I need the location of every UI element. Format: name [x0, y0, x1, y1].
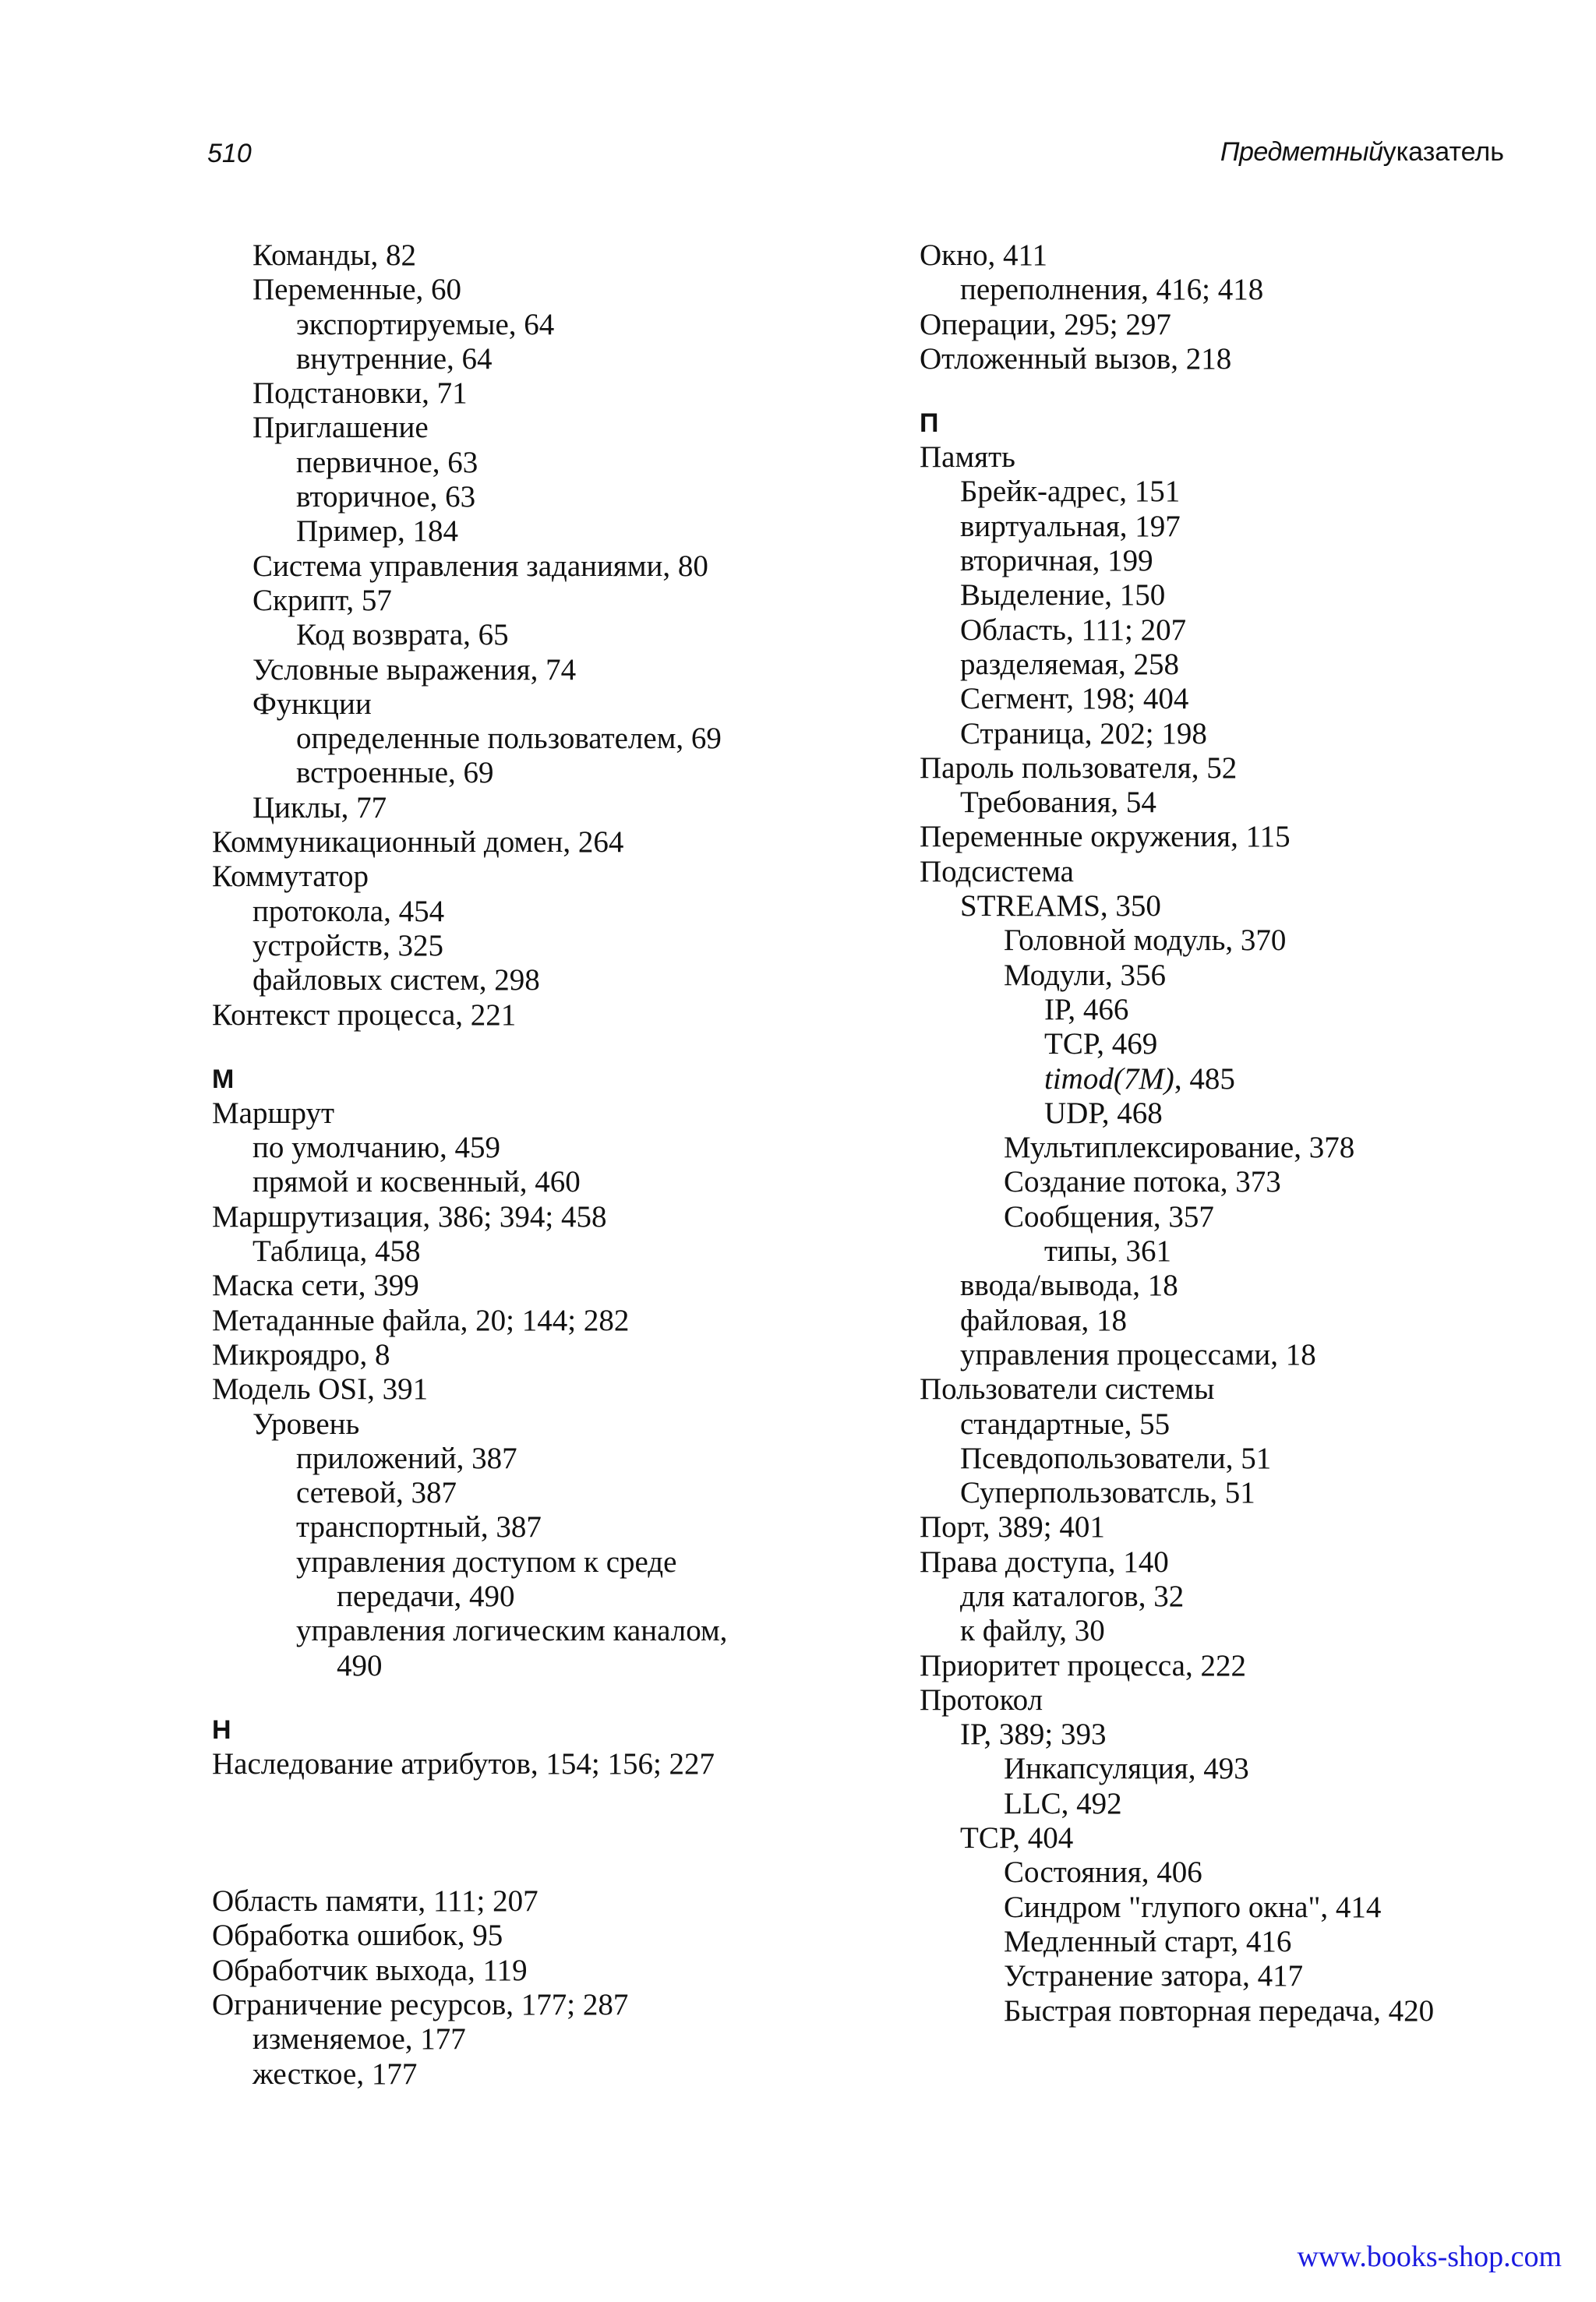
index-entry: IP, 466	[1044, 992, 1129, 1026]
index-entry: управления доступом к среде	[296, 1545, 677, 1579]
index-entry: управления логическим каналом,	[296, 1614, 728, 1648]
index-entry: по умолчанию, 459	[252, 1131, 501, 1165]
index-entry: Код возврата, 65	[296, 618, 509, 652]
index-entry: экспортируемые, 64	[296, 307, 555, 341]
index-entry: Сообщения, 357	[1004, 1199, 1214, 1234]
index-entry: Требования, 54	[960, 786, 1156, 820]
index-entry: Коммуникационный домен, 264	[212, 825, 624, 860]
index-entry: виртуальная, 197	[960, 509, 1181, 543]
index-entry: Головной модуль, 370	[1004, 923, 1287, 958]
index-entry: протокола, 454	[252, 894, 445, 928]
index-entry: Метаданные файла, 20; 144; 282	[212, 1303, 630, 1337]
index-entry: вторичное, 63	[296, 480, 476, 514]
index-entry: LLC, 492	[1004, 1786, 1122, 1820]
index-entry: IP, 389; 393	[960, 1718, 1107, 1752]
index-entry: Приглашение	[252, 411, 429, 445]
index-entry: встроенные, 69	[296, 756, 494, 790]
index-entry: устройств, 325	[252, 928, 443, 962]
section-letter: М	[212, 1064, 235, 1094]
index-entry: ввода/вывода, 18	[960, 1269, 1178, 1303]
index-entry: STREAMS, 350	[960, 889, 1161, 923]
index-entry: Операции, 295; 297	[920, 307, 1171, 341]
index-entry: TCP, 469	[1044, 1027, 1158, 1061]
section-letter: П	[920, 408, 939, 439]
index-entry: Подсистема	[920, 854, 1074, 888]
index-entry: файловых систем, 298	[252, 963, 540, 997]
section-letter: Н	[212, 1714, 231, 1745]
index-entry: Окно, 411	[920, 238, 1048, 272]
index-entry: Наследование атрибутов, 154; 156; 227	[212, 1746, 715, 1781]
index-entry: Область, 111; 207	[960, 613, 1187, 647]
index-entry: Ограничение ресурсов, 177; 287	[212, 1988, 629, 2022]
index-entry: Инкапсуляция, 493	[1004, 1752, 1249, 1786]
index-entry: Протокол	[920, 1682, 1043, 1717]
index-column-left	[212, 238, 804, 2092]
index-entry: Приоритет процесса, 222	[920, 1648, 1246, 1682]
page-number: 510	[207, 139, 252, 168]
index-entry: Команды, 82	[252, 238, 416, 272]
index-entry: вторичная, 199	[960, 544, 1153, 578]
index-entry: сетевой, 387	[296, 1476, 457, 1510]
index-entry: файловая, 18	[960, 1303, 1128, 1337]
index-column-right	[920, 238, 1527, 2028]
index-entry: Пароль пользователя, 52	[920, 750, 1238, 785]
index-entry: типы, 361	[1044, 1234, 1171, 1269]
running-header	[1220, 137, 1504, 168]
index-entry: первичное, 63	[296, 445, 478, 479]
index-entry: Скрипт, 57	[252, 583, 392, 617]
index-entry: Микроядро, 8	[212, 1337, 390, 1372]
index-entry: Сегмент, 198; 404	[960, 682, 1189, 716]
index-entry: Пример, 184	[296, 514, 459, 549]
index-entry: Права доступа, 140	[920, 1545, 1169, 1579]
index-entry: Маршрутизация, 386; 394; 458	[212, 1199, 607, 1234]
index-entry: изменяемое, 177	[252, 2022, 466, 2057]
index-entry: Система управления заданиями, 80	[252, 549, 708, 583]
index-entry: определенные пользователем, 69	[296, 722, 722, 756]
index-entry: UDP, 468	[1044, 1096, 1163, 1130]
index-entry: переполнения, 416; 418	[960, 273, 1264, 307]
index-entry: Синдром "глупого окна", 414	[1004, 1890, 1382, 1924]
index-entry: 490	[337, 1648, 383, 1682]
index-entry-pages: , 485	[1174, 1061, 1235, 1096]
index-entry: Устранение затора, 417	[1004, 1959, 1304, 1993]
footer-link[interactable]: www.books-shop.com	[1297, 2240, 1562, 2273]
index-entry: Условные выражения, 74	[252, 652, 577, 687]
index-entry: Брейк-адрес, 151	[960, 475, 1181, 509]
index-entry: Область памяти, 111; 207	[212, 1884, 538, 1919]
index-entry: транспортный, 387	[296, 1510, 542, 1545]
index-entry: передачи, 490	[337, 1579, 515, 1613]
index-entry: к файлу, 30	[960, 1614, 1105, 1648]
index-entry: Коммутатор	[212, 860, 369, 894]
running-header-part2: указатель	[1382, 137, 1504, 167]
index-entry-term: timod(7M)	[1044, 1061, 1174, 1096]
index-entry: Выделение, 150	[960, 578, 1166, 613]
index-entry: Память	[920, 440, 1015, 475]
index-entry: Таблица, 458	[252, 1234, 421, 1269]
index-entry: Отложенный вызов, 218	[920, 341, 1232, 376]
index-entry: Состояния, 406	[1004, 1855, 1202, 1890]
index-entry: жесткое, 177	[252, 2057, 418, 2091]
index-entry: TCP, 404	[960, 1821, 1074, 1855]
index-entry: Пользователи системы	[920, 1372, 1215, 1407]
index-entry: Маска сети, 399	[212, 1269, 419, 1303]
index-entry: Страница, 202; 198	[960, 716, 1207, 750]
index-entry: Модули, 356	[1004, 958, 1167, 992]
index-entry: внутренние, 64	[296, 341, 493, 376]
index-entry: Переменные, 60	[252, 273, 462, 307]
index-entry: Обработчик выхода, 119	[212, 1953, 528, 1987]
index-entry: приложений, 387	[296, 1441, 517, 1475]
index-entry: Уровень	[252, 1407, 360, 1441]
index-entry: Создание потока, 373	[1004, 1165, 1281, 1199]
index-entry: разделяемая, 258	[960, 647, 1180, 681]
index-entry: Маршрут	[212, 1096, 335, 1130]
index-entry: Циклы, 77	[252, 790, 387, 824]
index-entry: управления процессами, 18	[960, 1337, 1316, 1372]
index-entry: Суперпользоватсль, 51	[960, 1476, 1255, 1510]
index-entry: стандартные, 55	[960, 1407, 1171, 1441]
index-entry	[920, 1062, 1527, 1096]
index-entry: Подстановки, 71	[252, 376, 468, 411]
index-entry: Быстрая повторная передача, 420	[1004, 1993, 1435, 2028]
index-entry: Обработка ошибок, 95	[212, 1919, 503, 1953]
index-entry: Медленный старт, 416	[1004, 1924, 1292, 1958]
section-gap	[212, 1781, 804, 1884]
index-entry: Функции	[252, 687, 372, 721]
index-entry: прямой и косвенный, 460	[252, 1165, 581, 1199]
index-entry: Переменные окружения, 115	[920, 820, 1291, 854]
running-header-part1: Предметный	[1220, 137, 1383, 167]
index-entry: для каталогов, 32	[960, 1579, 1185, 1613]
index-entry: Контекст процесса, 221	[212, 997, 517, 1032]
index-entry: Мультиплексирование, 378	[1004, 1131, 1355, 1165]
index-entry: Порт, 389; 401	[920, 1510, 1105, 1545]
index-entry: Модель OSI, 391	[212, 1372, 429, 1407]
index-entry: Псевдопользователи, 51	[960, 1441, 1272, 1475]
